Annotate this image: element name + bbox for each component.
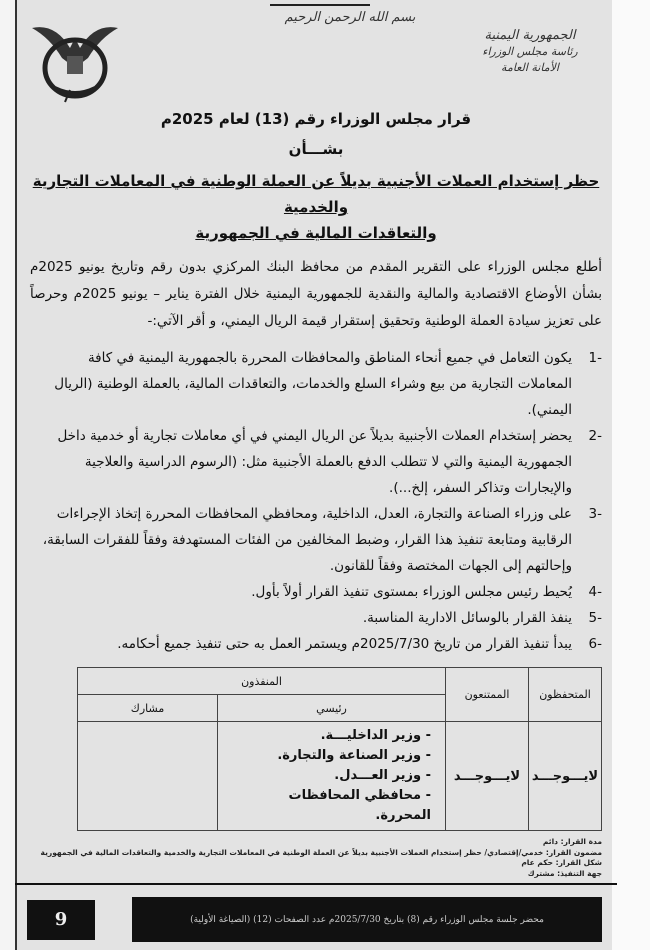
votes-table xyxy=(77,667,602,831)
basmala: بسم الله الرحمن الرحيم xyxy=(284,10,416,25)
list-item xyxy=(30,423,602,501)
subject-line: حظر إستخدام العملات الأجنبية بديلاً عن العملة الوطنية في المعاملات التجارية والخدمية xyxy=(32,172,600,216)
header-implementers: المنفذون xyxy=(78,668,446,695)
header-participant: مشارك xyxy=(78,695,218,722)
item-number: -1 xyxy=(588,350,602,366)
item-text: يبدأ تنفيذ القرار من تاريخ 2025/7/30م ويستمر العمل به حتى تنفيذ جميع أحكامه. xyxy=(117,636,572,652)
regarding-label: بشـــأن xyxy=(288,140,344,158)
implementer: - محافظي المحافظات المحررة. xyxy=(288,788,431,823)
reservers-cell: لايـــوجـــد xyxy=(529,722,602,831)
list-item xyxy=(30,345,602,423)
item-text: على وزراء الصناعة والتجارة، العدل، الداخلية، ومحافظي المحافظات المحررة إتخاذ الإجراءات الرقابية ومتابعة تنفيذ هذا القرار، وضبط المخالفين من الفئات المستهدفة وفقاً للفقرات السابقة، وإحالتهم إلى الجهات المختصة وفقاً للقانون. xyxy=(42,506,572,574)
divider xyxy=(15,883,617,885)
objectors-cell: لايـــوجـــد xyxy=(446,722,529,831)
list-item xyxy=(30,605,602,631)
list-item xyxy=(30,631,602,657)
org-line: الجمهورية اليمنية xyxy=(484,28,576,43)
item-number: -5 xyxy=(588,610,602,626)
org-line: الأمانة العامة xyxy=(501,61,559,74)
footer xyxy=(30,897,602,942)
org-line: رئاسة مجلس الوزراء xyxy=(482,45,578,58)
header-main: رئيسي xyxy=(218,695,446,722)
page-margin xyxy=(612,0,650,950)
implementer: - وزير العـــدل. xyxy=(334,768,431,783)
note-line: شكل القرار: حكم عام xyxy=(521,858,602,867)
item-text: ينفذ القرار بالوسائل الادارية المناسبة. xyxy=(362,610,572,626)
item-text: يُحيط رئيس مجلس الوزراء بمستوى تنفيذ القرار أولاً بأول. xyxy=(251,584,572,600)
list-item xyxy=(30,579,602,605)
decision-title: قرار مجلس الوزراء رقم (13) لعام 2025م xyxy=(160,110,472,128)
item-number: -6 xyxy=(588,636,602,652)
note-line: مضمون القرار: خدمي/إقتصادي/ حظر إستخدام العملات الأجنبية بديلاً عن العملة الوطنية في المعاملات التجارية والخدمية والتعاقدات المالية في الجمهورية xyxy=(40,847,602,857)
implementer: - وزير الداخليـــة. xyxy=(320,728,431,743)
intro-paragraph: أطلع مجلس الوزراء على التقرير المقدم من محافظ البنك المركزي بدون رقم وتاريخ يونيو 2025م بشأن الأوضاع الاقتصادية والمالية والنقدية للجمهورية اليمنية خلال الفترة يناير – يونيو 2025م وحرصاً على تعزيز سيادة العملة الوطنية وتحقيق إستقرار قيمة الريال اليمني، و أقر الآتي:- xyxy=(30,259,603,329)
item-number: -4 xyxy=(588,584,602,600)
subject-line: والتعاقدات المالية في الجمهورية xyxy=(195,224,437,242)
note-line: مدة القرار: دائم xyxy=(542,837,602,846)
decision-notes xyxy=(30,837,602,879)
item-number: -2 xyxy=(588,428,602,444)
decision-items xyxy=(30,345,602,657)
document-body xyxy=(30,0,602,950)
main-implementers-cell xyxy=(218,722,446,831)
note-line: جهة التنفيذ: مشترك xyxy=(527,868,602,878)
footer-bar: محضر جلسة مجلس الوزراء رقم (8) بتاريخ 2025/7/30م عدد الصفحات (12) (الصياغة الأولية) xyxy=(132,897,602,942)
implementer: - وزير الصناعة والتجارة. xyxy=(277,748,431,763)
subject xyxy=(30,168,602,246)
header-reservers: المتحفظون xyxy=(529,668,602,722)
page-number: 9 xyxy=(27,900,95,940)
header-objectors: الممتنعون xyxy=(446,668,529,722)
item-text: يكون التعامل في جميع أنحاء المناطق والمحافظات المحررة بالجمهورية اليمنية في كافة المعاملات التجارية من بيع وشراء السلع والخدمات، والتعاقدات المالية، بالعملة الوطنية (الريال اليمني). xyxy=(54,350,572,418)
item-number: -3 xyxy=(588,506,602,522)
participant-cell xyxy=(78,722,218,831)
item-text: يحضر إستخدام العملات الأجنبية بديلاً عن الريال اليمني في أي معاملات تجارية أو خدمية داخل الجمهورية اليمنية والتي لا تتطلب الدفع بالعملة الأجنبية مثل: (الرسوم الدراسية والعلاجية والإيجارات وتذاكر السفر، إلخ...). xyxy=(57,428,572,496)
list-item xyxy=(30,501,602,579)
